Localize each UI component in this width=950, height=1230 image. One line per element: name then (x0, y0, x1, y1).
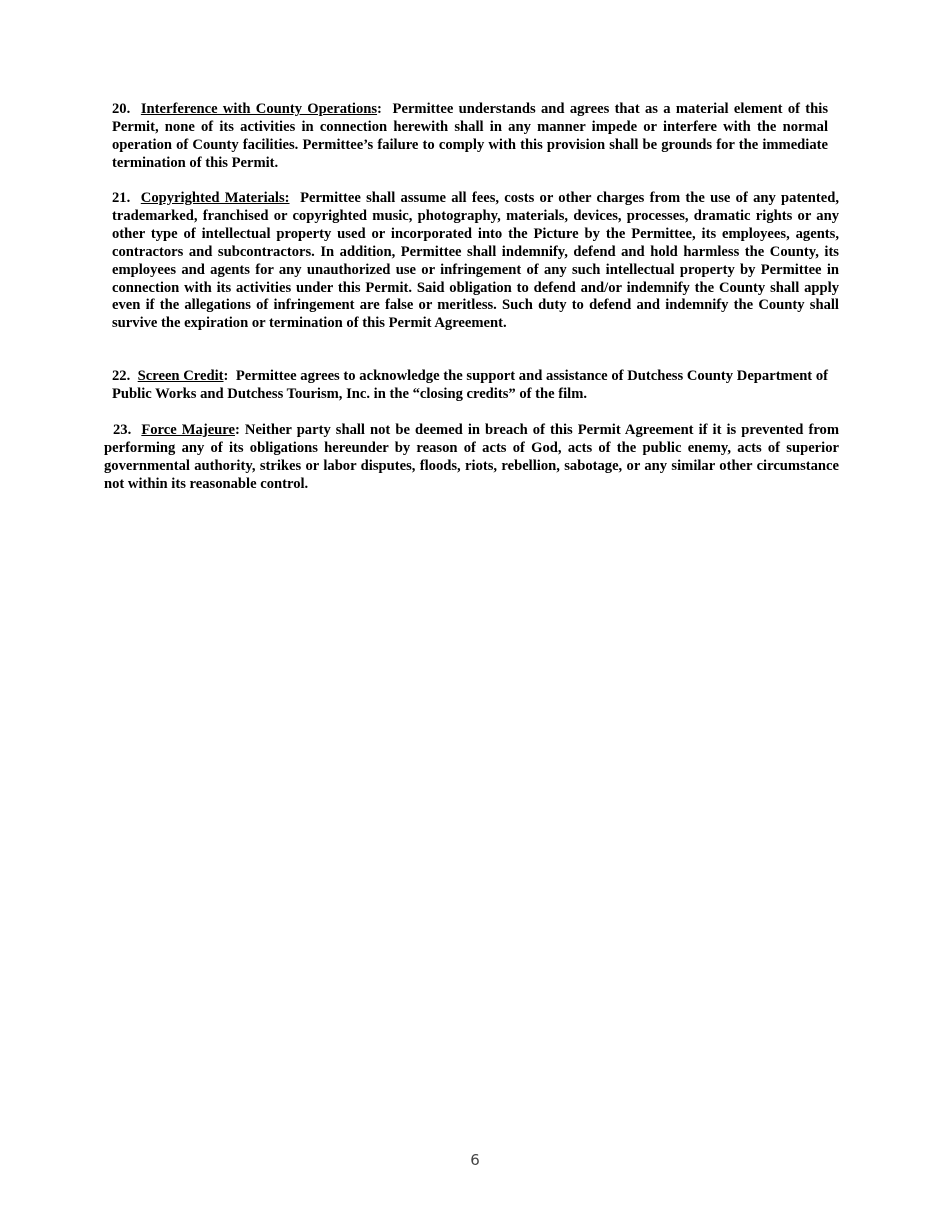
section-number: 20. (112, 101, 131, 117)
section-heading: Screen Credit (137, 368, 224, 384)
heading-separator: : (223, 368, 229, 384)
section-heading: Interference with County Operations (140, 101, 378, 117)
section-23 (104, 422, 839, 494)
section-heading: Copyrighted Materials: (140, 190, 290, 206)
page-number: 6 (470, 1151, 480, 1169)
section-body: Permittee understands and agrees that as a material element of this Permit, none of its activities in connection herewith shall in any manner impede or interfere with the normal operation of County facilities. Permittee’s failure to comply with this provision shall be grounds for the immediate termination of this Permit. (112, 101, 828, 171)
heading-separator: : (234, 422, 240, 438)
section-number: 21. (112, 190, 131, 206)
section-21 (112, 190, 839, 333)
section-body: Neither party shall not be deemed in breach of this Permit Agreement if it is prevented from performing any of its obligations hereunder by reason of acts of God, acts of the public enemy, acts of superior governmental authority, strikes or labor disputes, floods, riots, rebellion, sabotage, or any similar other circumstance not within its reasonable control. (104, 422, 839, 492)
section-body: Permittee shall assume all fees, costs or other charges from the use of any patented, trademarked, franchised or copyrighted music, photography, materials, devices, processes, dramatic rights or any other type of intellectual property used or incorporated into the Picture by the Permittee, its employees, agents, contractors and subcontractors. In addition, Permittee shall indemnify, defend and hold harmless the County, its employees and agents for any unauthorized use or infringement of any such intellectual property by Permittee in connection with its activities under this Permit. Said obligation to defend and/or indemnify the County shall apply even if the allegations of infringement are false or meritless. Such duty to defend and indemnify the County shall survive the expiration or termination of this Permit Agreement. (112, 190, 840, 332)
section-body: Permittee agrees to acknowledge the support and assistance of Dutchess County Department of Public Works and Dutchess Tourism, Inc. in the “closing credits” of the film. (112, 368, 829, 402)
section-heading: Force Majeure (141, 422, 235, 438)
section-22 (112, 368, 828, 404)
heading-separator: : (377, 101, 382, 117)
section-20 (112, 101, 828, 173)
section-number: 23. (113, 422, 132, 438)
section-number: 22. (112, 368, 131, 384)
